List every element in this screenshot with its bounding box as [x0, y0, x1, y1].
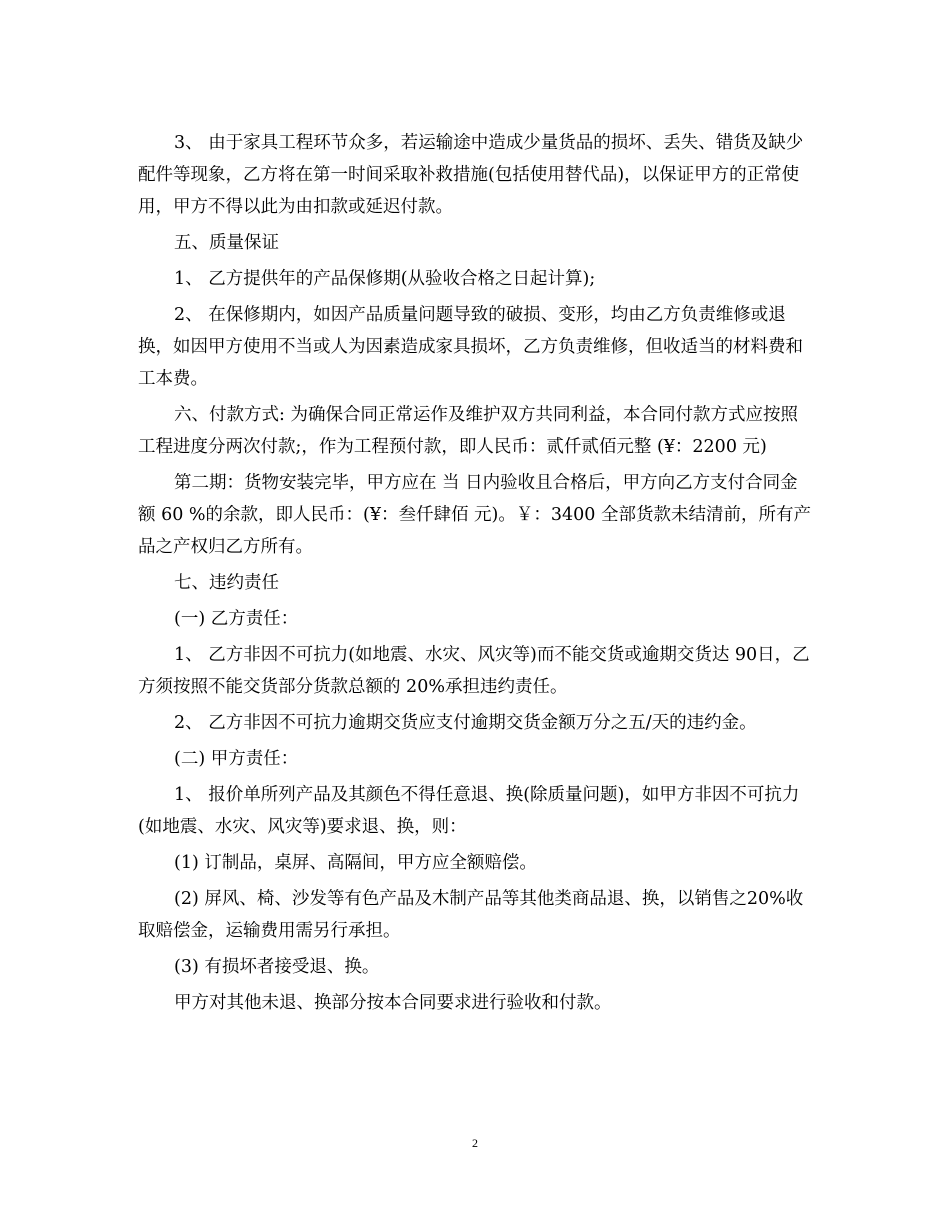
heading-party-b-liability: (一) 乙方责任：: [174, 609, 299, 629]
paragraph-remaining-acceptance: 甲方对其他未退、换部分按本合同要求进行验收和付款。: [174, 993, 612, 1013]
heading-breach-liability: 七、违约责任: [174, 573, 279, 593]
heading-payment-method: 六、付款方式: 为确保合同正常运作及维护双方共同利益，本合同付款方式应按照工程进度分两次付款;，作为工程预付款，即人民币：贰仟贰佰元整 (¥：2200 元): [138, 405, 798, 457]
paragraph-transport-damage: 3、 由于家具工程环节众多，若运输途中造成少量货品的损坏、丢失、错货及缺少配件等现象，乙方将在第一时间采取补救措施(包括使用替代品)，以保证甲方的正常使用，甲方不得以此为由扣款或延迟付款。: [138, 133, 804, 217]
paragraph-sub-item-2: (2) 屏风、椅、沙发等有色产品及木制产品等其他类商品退、换，以销售之20%收取赔偿金，运输费用需另行承担。: [138, 889, 804, 941]
document-body: [138, 127, 813, 1023]
paragraph-second-payment: 第二期：货物安装完毕，甲方应在 当 日内验收且合格后，甲方向乙方支付合同金额 60 %的余款，即人民币：(¥：叁仟肆佰 元)。￥：3400 全部货款未结清前，所有产品之产权归乙方所有。: [138, 473, 811, 557]
paragraph-party-b-item-1: 1、 乙方非因不可抗力(如地震、水灾、风灾等)而不能交货或逾期交货达 90日，乙方须按照不能交货部分货款总额的 20%承担违约责任。: [138, 645, 810, 697]
page-number: 2: [472, 1136, 478, 1150]
paragraph-sub-item-1: (1) 订制品，桌屏、高隔间，甲方应全额赔偿。: [174, 853, 537, 873]
paragraph-party-a-item-1: 1、 报价单所列产品及其颜色不得任意退、换(除质量问题)，如甲方非因不可抗力(如地震、水灾、风灾等)要求退、换，则：: [138, 785, 800, 837]
heading-party-a-liability: (二) 甲方责任：: [174, 749, 299, 769]
paragraph-warranty-repair: 2、 在保修期内，如因产品质量问题导致的破损、变形，均由乙方负责维修或退换，如因甲方使用不当或人为因素造成家具损坏，乙方负责维修，但收适当的材料费和工本费。: [138, 305, 803, 389]
paragraph-party-b-item-2: 2、 乙方非因不可抗力逾期交货应支付逾期交货金额万分之五/天的违约金。: [174, 713, 757, 733]
heading-quality-guarantee: 五、质量保证: [174, 233, 279, 253]
paragraph-warranty-period: 1、 乙方提供年的产品保修期(从验收合格之日起计算);: [174, 269, 596, 289]
paragraph-sub-item-3: (3) 有损坏者接受退、换。: [174, 957, 380, 977]
